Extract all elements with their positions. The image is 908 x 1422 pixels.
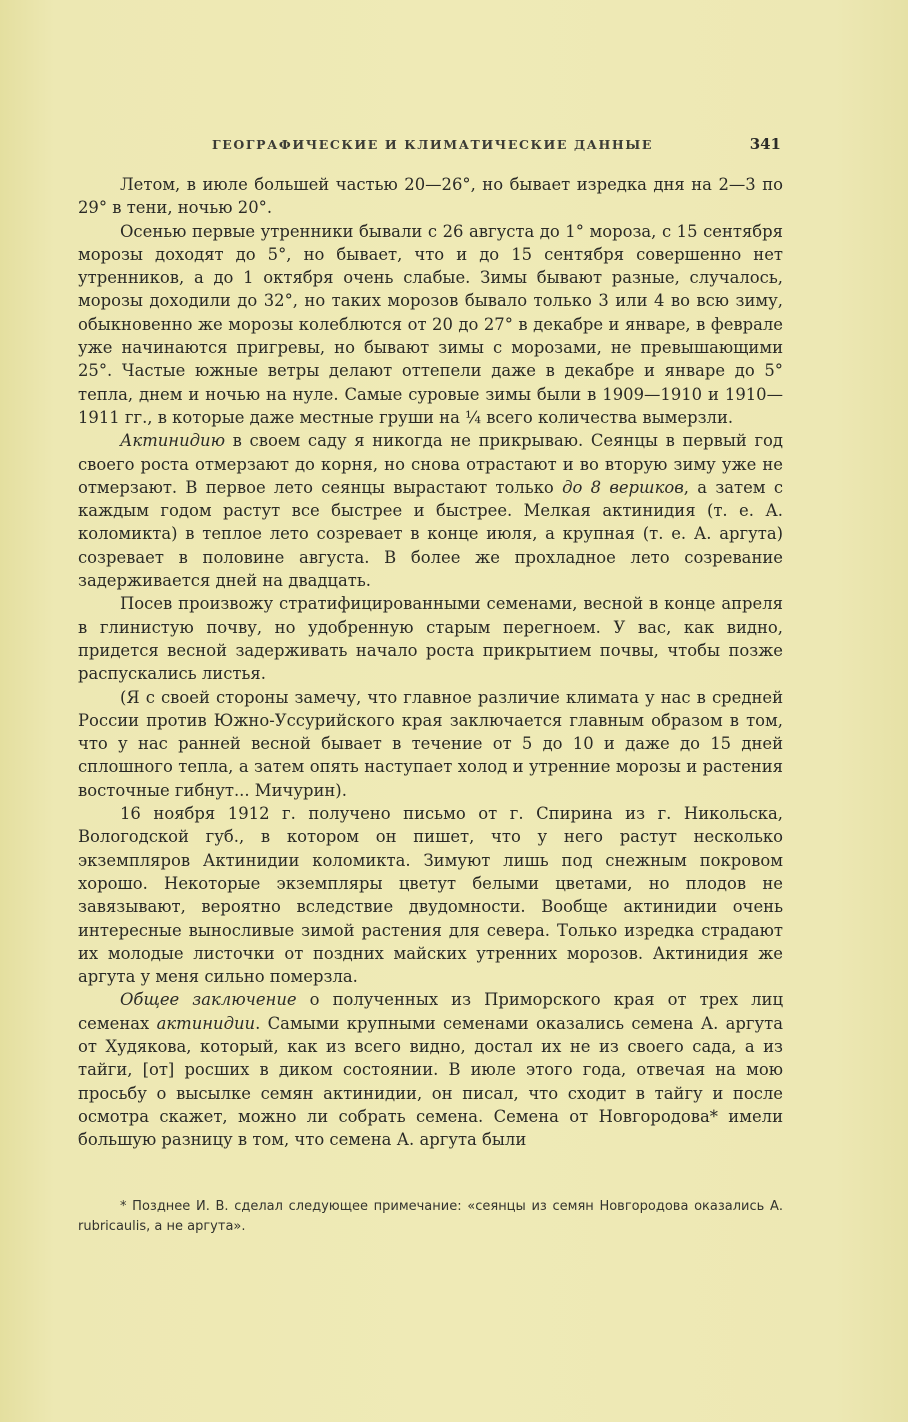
page-header (78, 135, 783, 157)
page-number: 341 (749, 135, 781, 153)
italic-term: Актинидию (120, 431, 226, 451)
italic-term: до 8 вершков (562, 477, 684, 497)
body-text (78, 173, 783, 1151)
text-run: . Самыми крупными семенами оказались семена А. аргута от Худякова, который, как из всего видно, достал их не из своего сада, а из тайги, [от] росших в диком состоянии. В июле этого года, отвечая на мою просьбу о высылке семян актинидии, он писал, что сходит в тайгу и после осмотра скажет, можно ли собрать семена. Семена от Новгородова* имели большую разницу в том, что семена А. аргута были (78, 1013, 783, 1150)
paragraph-sowing: Посев произвожу стратифицированными семенами, весной в конце апреля в глинистую почву, но удобренную старым перегноем. У вас, как видно, придется весной задерживать начало роста прикрытием почвы, чтобы позже распускались листья. (78, 594, 783, 684)
italic-term: Общее заключение (120, 990, 297, 1010)
paragraph-michurin-note: (Я с своей стороны замечу, что главное различие климата у нас в средней России против Южно-Уссурийского края заключается главным образом в том, что у нас ранней весной бывает в течение от 5 до 10 и даже до 15 дней сплошного тепла, а затем опять наступает холод и утренние морозы и растения восточные гибнут... Мичурин). (78, 687, 783, 800)
paragraph-summer: Летом, в июле большей частью 20—26°, но бывает изредка дня на 2—3 по 29° в тени, ночью 20°. (78, 175, 783, 218)
text-run: , а затем с каждым годом растут все быстрее и быстрее. Мелкая актинидия (т. е. А. коломикта) в теплое лето созревает в конце июля, а крупная (т. е. А. аргута) созревает в половине августа. В более же прохладное лето созревание задерживается дней на двадцать. (78, 477, 783, 591)
paragraph-actinidia-care (78, 429, 783, 592)
paragraph-conclusion (78, 988, 783, 1151)
running-title: ГЕОГРАФИЧЕСКИЕ И КЛИМАТИЧЕСКИЕ ДАННЫЕ (212, 137, 654, 152)
footnote (78, 1197, 783, 1237)
paragraph-autumn-winter: Осенью первые утренники бывали с 26 августа до 1° мороза, с 15 сентября морозы доходят до 5°, но бывает, что и до 15 сентября совершенно нет утренников, а до 1 октября очень слабые. Зимы бывают разные, случалось, морозы доходили до 32°, но таких морозов бывало только 3 или 4 во всю зиму, обыкновенно же морозы колеблются от 20 до 27° в декабре и январе, в феврале уже начинаются пригревы, но бывают зимы с морозами, не превышающими 25°. Частые южные ветры делают оттепели даже в декабре и январе до 5° тепла, днем и ночью на нуле. Самые суровые зимы были в 1909—1910 и 1910—1911 гг., в которые даже местные груши на ¼ всего количества вымерзли. (78, 221, 783, 427)
italic-term: актинидии (156, 1013, 256, 1033)
paragraph-spirin-letter: 16 ноября 1912 г. получено письмо от г. Спирина из г. Никольска, Вологодской губ., в котором он пишет, что у него растут несколько экземпляров Актинидии коломикта. Зимуют лишь под снежным покровом хорошо. Некоторые экземпляры цветут белыми цветами, но плодов не завязывают, вероятно вследствие двудомности. Вообще актинидии очень интересные выносливые зимой растения для севера. Только изредка страдают их молодые листочки от поздних майских утренних морозов. Актинидия же аргута у меня сильно померзла. (78, 804, 783, 987)
text-run: о полученных из Приморского края от трех лиц семенах (78, 990, 784, 1033)
text-run: в своем саду я никогда не прикрываю. Сеянцы в первый год своего роста отмерзают до корня, но снова отрастают и во вторую зиму уже не отмерзают. В первое лето сеянцы вырастают только (78, 431, 783, 497)
footnote-text: * Позднее И. В. сделал следующее примечание: «сеянцы из семян Новгородова оказались А. rubricaulis, а не аргута». (78, 1199, 783, 1234)
